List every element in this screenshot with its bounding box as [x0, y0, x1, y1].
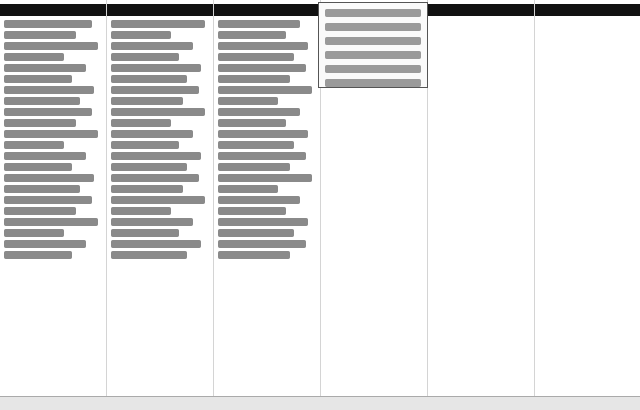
list-item: [4, 75, 72, 83]
column-heading: [214, 4, 320, 16]
list-item: [218, 20, 300, 28]
list-item: [4, 251, 72, 259]
price-line: [325, 51, 421, 59]
list-item: [4, 42, 98, 50]
list-item: [218, 240, 306, 248]
list-item: [4, 163, 72, 171]
list-item: [111, 31, 171, 39]
list-item: [218, 108, 300, 116]
list-item: [4, 174, 94, 182]
list-item: [218, 163, 290, 171]
column-1: [0, 0, 107, 409]
list-item: [218, 251, 290, 259]
list-item: [111, 86, 199, 94]
list-item: [4, 64, 86, 72]
list-item: [111, 240, 201, 248]
list-item: [4, 86, 94, 94]
column-heading: [535, 4, 640, 16]
list-item: [111, 196, 205, 204]
price-line: [325, 79, 421, 87]
list-item: [4, 141, 64, 149]
list-item: [4, 185, 80, 193]
footer-note: [0, 396, 640, 410]
column-2: [107, 0, 214, 409]
list-item: [4, 97, 80, 105]
column-5: [428, 0, 535, 409]
list-item: [4, 130, 98, 138]
price-line: [325, 65, 421, 73]
list-item: [4, 240, 86, 248]
list-item: [111, 251, 187, 259]
list-item: [218, 42, 308, 50]
list-item: [111, 130, 193, 138]
list-item: [4, 119, 76, 127]
list-item: [218, 97, 278, 105]
list-item: [4, 152, 86, 160]
list-item: [4, 207, 76, 215]
item-list: [214, 20, 320, 259]
list-item: [111, 163, 187, 171]
list-item: [111, 229, 179, 237]
list-item: [111, 20, 205, 28]
list-item: [111, 42, 193, 50]
column-6: [535, 0, 640, 409]
list-item: [111, 218, 193, 226]
list-item: [218, 185, 278, 193]
list-item: [4, 20, 92, 28]
list-item: [4, 196, 92, 204]
list-item: [111, 53, 179, 61]
item-list: [0, 20, 106, 259]
list-item: [218, 53, 294, 61]
list-item: [218, 152, 306, 160]
item-list: [107, 20, 213, 259]
list-item: [111, 185, 183, 193]
list-item: [218, 196, 300, 204]
list-item: [218, 130, 308, 138]
list-item: [111, 64, 201, 72]
list-item: [111, 108, 205, 116]
list-item: [111, 97, 183, 105]
list-item: [111, 141, 179, 149]
list-item: [218, 64, 306, 72]
list-item: [111, 207, 171, 215]
list-item: [218, 75, 290, 83]
list-item: [4, 108, 92, 116]
list-item: [4, 31, 76, 39]
list-item: [4, 53, 64, 61]
list-item: [111, 152, 201, 160]
list-item: [218, 141, 294, 149]
list-item: [218, 207, 286, 215]
list-item: [218, 86, 312, 94]
price-line: [325, 9, 421, 17]
column-heading: [0, 4, 106, 16]
list-item: [218, 31, 286, 39]
list-item: [218, 174, 312, 182]
list-item: [4, 218, 98, 226]
column-3: [214, 0, 321, 409]
list-item: [218, 119, 286, 127]
price-line: [325, 23, 421, 31]
column-heading: [107, 4, 213, 16]
list-item: [111, 75, 187, 83]
list-item: [111, 174, 199, 182]
price-line: [325, 37, 421, 45]
price-lines: [319, 9, 427, 87]
list-item: [218, 218, 308, 226]
list-item: [4, 229, 64, 237]
list-item: [111, 119, 171, 127]
price-panel: [318, 2, 428, 88]
list-item: [218, 229, 294, 237]
column-heading: [428, 4, 534, 16]
